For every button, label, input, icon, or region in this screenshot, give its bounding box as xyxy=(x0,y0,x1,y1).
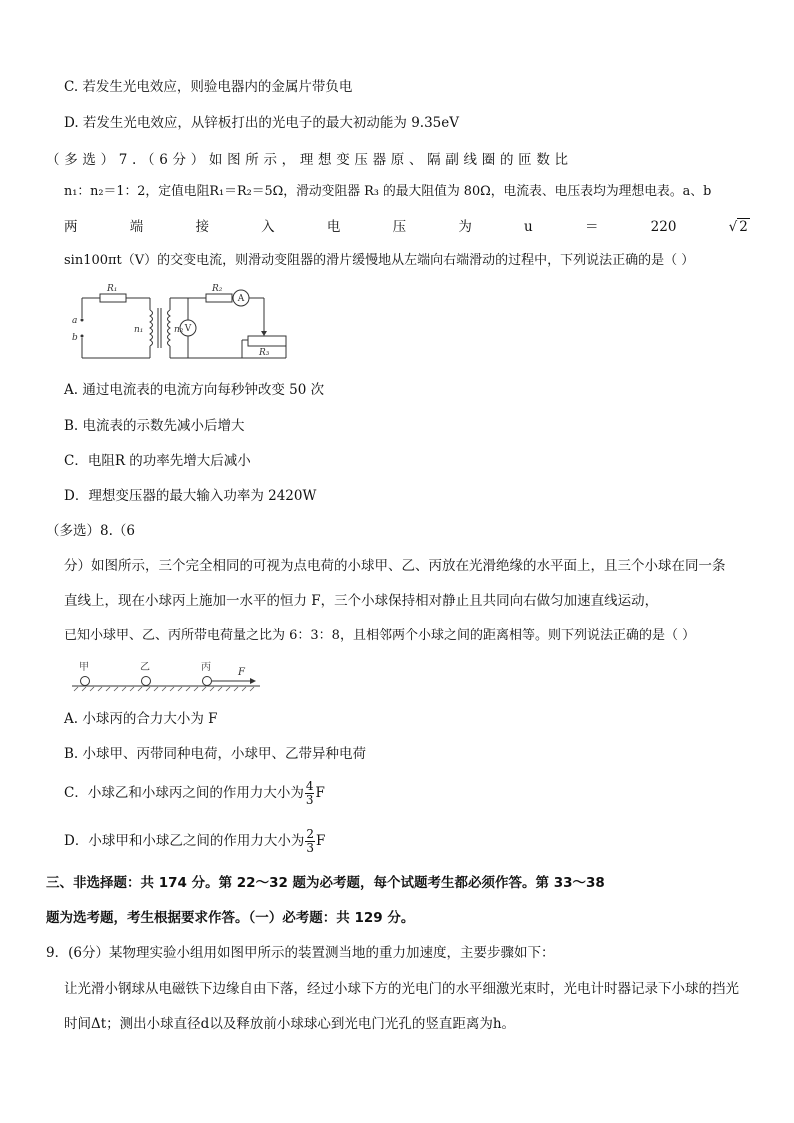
fraction-two-thirds: $\frac{2}{3}$ xyxy=(306,827,314,855)
section-heading-line2: 题为选考题，考生根据要求作答。（一）必考题：共 129 分。 xyxy=(46,910,415,926)
ball-yi xyxy=(142,677,151,686)
q7-word: 压 xyxy=(392,219,407,235)
q7-word: 两 xyxy=(64,219,78,235)
label-r1: R₁ xyxy=(107,284,118,294)
q7-stem-line2: n₁：n₂＝1：2，定值电阻R₁＝R₂＝5Ω，滑动变阻器 R₃ 的最大阻值为 80Ω，电流表、电压表均为理想电表。a、b xyxy=(64,184,712,199)
q7-word: 入 xyxy=(261,219,275,235)
secondary-coil xyxy=(168,310,171,346)
q8-stem-line2: 分）如图所示，三个完全相同的可视为点电荷的小球甲、乙、丙放在光滑绝缘的水平面上，且三个小球在同一条 xyxy=(64,558,726,574)
q8-charges-diagram xyxy=(66,658,262,696)
q8-option-d: D．小球甲和小球乙之间的作用力大小为 $\frac{2}{3}$ F xyxy=(64,827,326,855)
q8-option-b: B. 小球甲、丙带同种电荷，小球甲、乙带异种电荷 xyxy=(64,746,367,762)
q6-option-d: D. 若发生光电效应，从锌板打出的光电子的最大初动能为 9.35eV xyxy=(64,115,460,131)
terminal-b xyxy=(81,335,84,338)
section-heading-line1: 三、非选择题：共 174 分。第 22～32 题为必考题，每个试题考生都必须作答。第 33～38 xyxy=(46,875,605,891)
q7-word: 220 xyxy=(650,219,677,235)
q9-stem-line2: 让光滑小钢球从电磁铁下边缘自由下落，经过小球下方的光电门的水平细激光束时，光电计时器记录下小球的挡光 xyxy=(64,981,739,997)
primary-coil xyxy=(150,310,153,346)
rheostat-r3 xyxy=(248,336,286,346)
fraction-four-thirds: $\frac{4}{3}$ xyxy=(305,779,314,807)
q7-option-a: A. 通过电流表的电流方向每秒钟改变 50 次 xyxy=(64,382,325,398)
label-ammeter: A xyxy=(237,294,245,304)
q7-word: 为 xyxy=(458,219,472,235)
q7-word: ＝ xyxy=(584,219,599,235)
label-yi: 乙 xyxy=(140,662,150,673)
label-n1: n₁ xyxy=(134,325,144,335)
ball-jia xyxy=(81,677,90,686)
q8-stem-line3: 直线上，现在小球丙上施加一水平的恒力 F，三个小球保持相对静止且共同向右做匀加速直线运动， xyxy=(64,593,659,609)
q7-word: 接 xyxy=(195,219,209,235)
sqrt-expression: √ 2 xyxy=(728,219,748,235)
resistor-r1 xyxy=(100,294,126,302)
terminal-a xyxy=(81,319,84,322)
q8-option-a: A. 小球丙的合力大小为 F xyxy=(64,711,218,727)
q7-stem-line1: （ 多 选 ） 7 . （ 6 分 ） 如 图 所 示 ， 理 想 变 压 器 原 、 隔 副 线 圈 的 匝 数 比 xyxy=(46,152,569,168)
force-arrowhead xyxy=(250,678,256,684)
label-r3: R₃ xyxy=(259,348,270,358)
label-bing: 丙 xyxy=(201,662,211,673)
q7-option-b: B. 电流表的示数先减小后增大 xyxy=(64,418,245,434)
q7-word: 端 xyxy=(129,219,144,235)
label-force: F xyxy=(238,667,245,678)
slider-arrow xyxy=(261,331,267,336)
q9-stem-line1: 9．(6分）某物理实验小组用如图甲所示的装置测当地的重力加速度，主要步骤如下： xyxy=(46,945,555,961)
q8-stem-line4: 已知小球甲、乙、丙所带电荷量之比为 6：3：8，且相邻两个小球之间的距离相等。则下列说法正确的是（ ） xyxy=(64,628,696,643)
q7-stem-line3 xyxy=(64,218,750,236)
q7-option-c: C．电阻R 的功率先增大后减小 xyxy=(64,453,251,469)
label-voltmeter: V xyxy=(184,324,192,334)
q7-stem-line4: sin100πt（V）的交变电流，则滑动变阻器的滑片缓慢地从左端向右端滑动的过程中，下列说法正确的是（ ） xyxy=(64,253,695,268)
label-jia: 甲 xyxy=(79,662,89,673)
label-n2: n₂ xyxy=(174,325,184,335)
label-b: b xyxy=(72,333,78,343)
label-r2: R₂ xyxy=(212,284,223,294)
ball-bing xyxy=(203,677,212,686)
q8-stem-line1: （多选）8.（6 xyxy=(46,523,135,539)
resistor-r2 xyxy=(206,294,232,302)
q7-option-d: D．理想变压器的最大输入功率为 2420W xyxy=(64,488,317,504)
label-a: a xyxy=(72,316,78,326)
q9-stem-line3: 时间Δt；测出小球直径d以及释放前小球球心到光电门光孔的竖直距离为h。 xyxy=(64,1016,516,1032)
q6-option-c: C. 若发生光电效应，则验电器内的金属片带负电 xyxy=(64,79,353,95)
q7-word: u xyxy=(524,219,533,235)
q7-word: 电 xyxy=(326,219,341,235)
q7-circuit-diagram xyxy=(66,282,290,366)
q8-option-c: C．小球乙和小球丙之间的作用力大小为 $\frac{4}{3}$ F xyxy=(64,779,325,807)
